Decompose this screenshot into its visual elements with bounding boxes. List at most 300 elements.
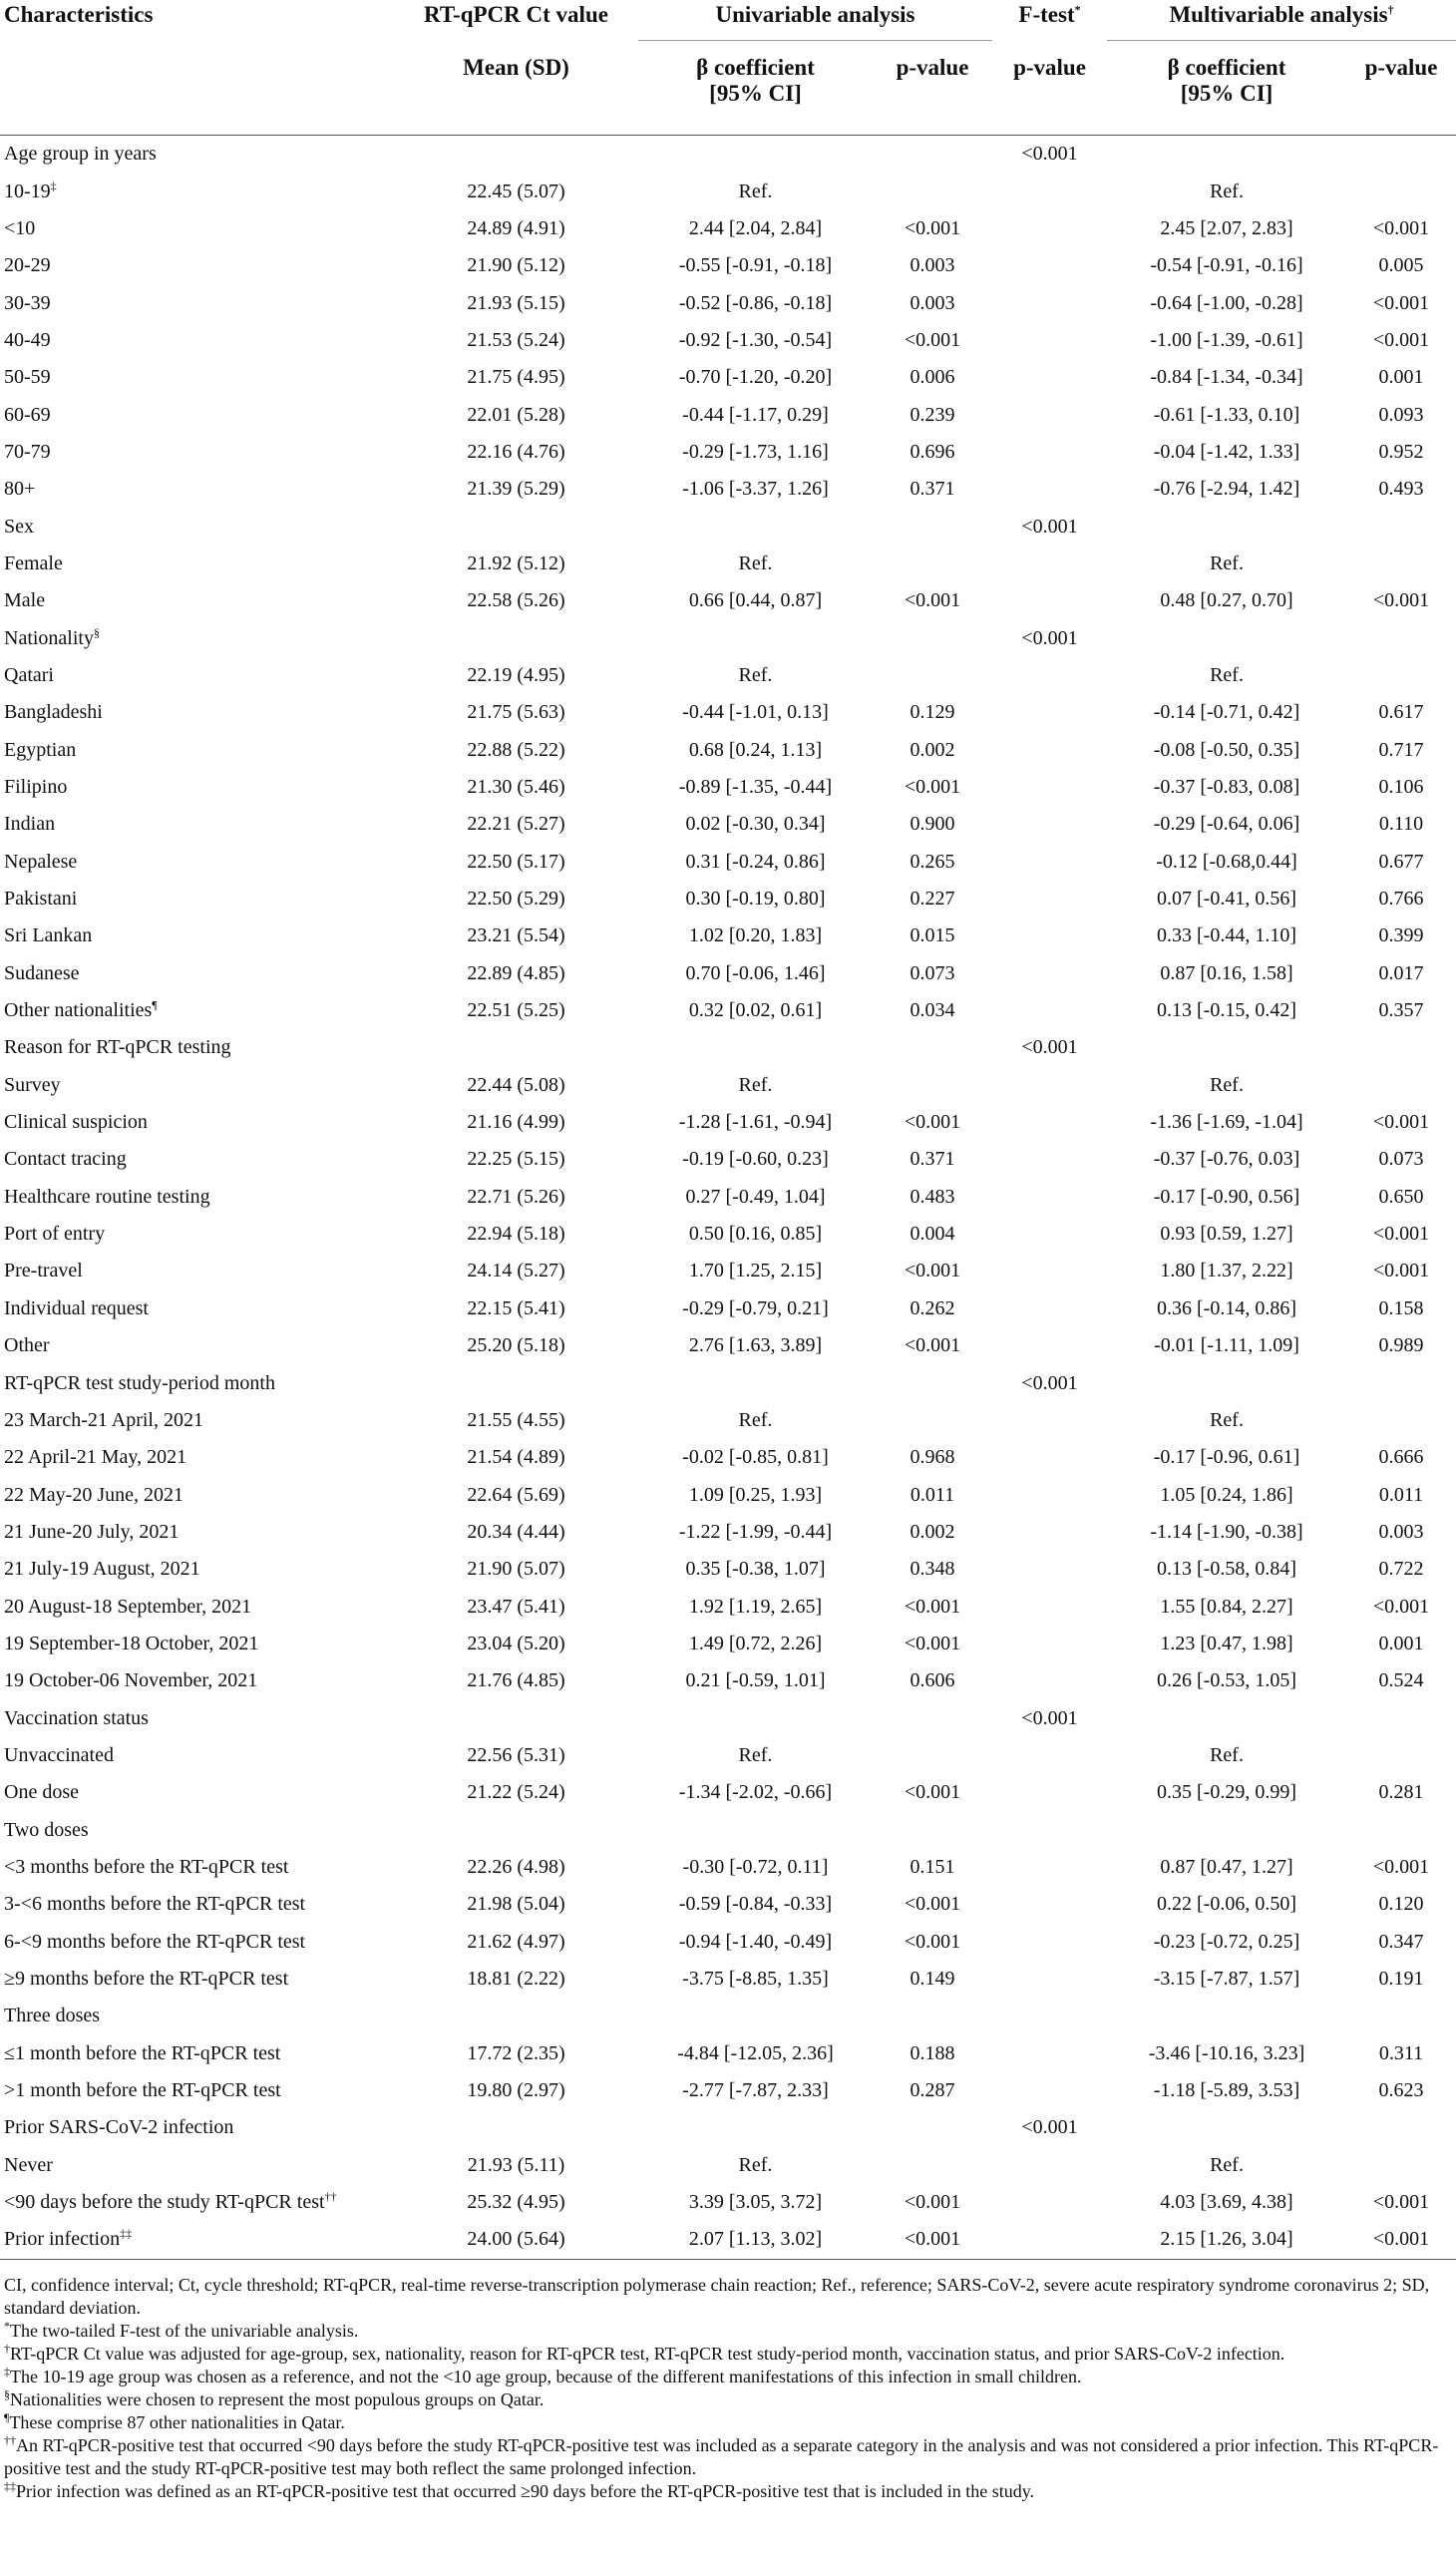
cell-pvalue-text: 0.015 bbox=[910, 924, 955, 947]
cell-characteristic-text: 10-19 bbox=[4, 180, 51, 202]
table-row bbox=[0, 508, 1456, 545]
cell-mean-sd-text: 22.44 (5.08) bbox=[467, 1073, 565, 1096]
cell-beta bbox=[638, 1141, 873, 1178]
header-mbeta-line1: β coefficient bbox=[1167, 55, 1286, 80]
cell-beta bbox=[638, 210, 873, 247]
cell-pvalue bbox=[873, 1811, 992, 1848]
cell-ftest bbox=[992, 434, 1107, 471]
table-row bbox=[0, 1886, 1456, 1923]
cell-pvalue-text: 0.129 bbox=[910, 701, 955, 724]
cell-beta bbox=[638, 1737, 873, 1774]
footnote-text: The 10-19 age group was chosen as a reference, and not the <10 age group, because of the different manifestations of this infection in small children. bbox=[10, 2366, 1082, 2386]
cell-pvalue bbox=[873, 917, 992, 954]
cell-mbeta bbox=[1107, 1402, 1346, 1439]
cell-mbeta-text: -0.12 [-0.68,0.44] bbox=[1156, 850, 1297, 873]
cell-mean-sd bbox=[394, 1476, 638, 1513]
header-mpvalue: p-value bbox=[1364, 55, 1438, 80]
table-row bbox=[0, 1998, 1456, 2034]
cell-characteristic bbox=[0, 1961, 394, 1998]
cell-pvalue-text: 0.006 bbox=[910, 366, 955, 389]
cell-characteristic bbox=[0, 2109, 394, 2146]
cell-beta bbox=[638, 284, 873, 321]
cell-mpvalue-text: 0.766 bbox=[1378, 888, 1424, 911]
cell-mbeta-text: 1.55 [0.84, 2.27] bbox=[1160, 1595, 1293, 1618]
cell-beta-text: Ref. bbox=[738, 180, 773, 202]
cell-pvalue bbox=[873, 1104, 992, 1141]
cell-characteristic bbox=[0, 434, 394, 471]
cell-mpvalue-text: 0.677 bbox=[1378, 850, 1424, 873]
cell-beta-text: 0.50 [0.16, 0.85] bbox=[688, 1223, 823, 1246]
cell-mpvalue-text: 0.717 bbox=[1378, 738, 1424, 761]
cell-mean-sd bbox=[394, 1886, 638, 1923]
cell-mpvalue-text: 0.003 bbox=[1378, 1520, 1424, 1543]
cell-pvalue bbox=[873, 1737, 992, 1774]
cell-mbeta-text: 0.35 [-0.29, 0.99] bbox=[1157, 1781, 1296, 1804]
cell-beta-text: -0.29 [-0.79, 0.21] bbox=[682, 1296, 829, 1319]
cell-pvalue bbox=[873, 322, 992, 359]
cell-pvalue-text: 0.606 bbox=[910, 1669, 955, 1692]
cell-ftest bbox=[992, 546, 1107, 582]
header-beta-line1: β coefficient bbox=[696, 55, 815, 80]
cell-beta-text: 0.30 [-0.19, 0.80] bbox=[685, 888, 826, 911]
cell-mbeta bbox=[1107, 881, 1346, 917]
cell-mbeta-text: 2.45 [2.07, 2.83] bbox=[1160, 216, 1293, 239]
cell-characteristic bbox=[0, 955, 394, 992]
cell-beta-text: 0.31 [-0.24, 0.86] bbox=[685, 850, 826, 873]
table-row bbox=[0, 546, 1456, 582]
cell-mbeta bbox=[1107, 1029, 1346, 1066]
cell-beta-text: 0.27 [-0.49, 1.04] bbox=[685, 1185, 826, 1208]
table-row bbox=[0, 2072, 1456, 2109]
cell-mbeta bbox=[1107, 1327, 1346, 1364]
cell-mpvalue-text: 0.120 bbox=[1378, 1893, 1424, 1916]
cell-beta bbox=[638, 1364, 873, 1401]
cell-ftest bbox=[992, 1811, 1107, 1848]
cell-characteristic-text: Never bbox=[4, 2153, 53, 2176]
cell-characteristic-text: 21 June-20 July, 2021 bbox=[4, 1520, 180, 1543]
cell-mean-sd bbox=[394, 1104, 638, 1141]
table-row bbox=[0, 657, 1456, 694]
cell-characteristic-text: Two doses bbox=[4, 1818, 89, 1841]
cell-beta bbox=[638, 546, 873, 582]
cell-mpvalue bbox=[1346, 1327, 1456, 1364]
cell-ftest-text: <0.001 bbox=[1021, 626, 1078, 649]
cell-ftest bbox=[992, 1402, 1107, 1439]
cell-beta-text: 1.49 [0.72, 2.26] bbox=[688, 1632, 823, 1654]
cell-mean-sd-text: 21.90 (5.12) bbox=[467, 254, 565, 277]
table-row bbox=[0, 1402, 1456, 1439]
cell-ftest bbox=[992, 136, 1107, 174]
footnote-text: The two-tailed F-test of the univariable analysis. bbox=[10, 2320, 359, 2341]
cell-beta bbox=[638, 247, 873, 284]
cell-mpvalue-text: <0.001 bbox=[1372, 1223, 1430, 1246]
cell-characteristic-text: Egyptian bbox=[4, 738, 77, 761]
cell-mbeta-text: 1.23 [0.47, 1.98] bbox=[1160, 1632, 1293, 1654]
cell-pvalue bbox=[873, 1588, 992, 1625]
cell-mbeta-text: -0.37 [-0.83, 0.08] bbox=[1153, 776, 1300, 799]
cell-mbeta-text: 0.36 [-0.14, 0.86] bbox=[1157, 1296, 1296, 1319]
table-body bbox=[0, 136, 1456, 2260]
cell-mpvalue bbox=[1346, 2109, 1456, 2146]
cell-beta-text: 0.35 [-0.38, 1.07] bbox=[685, 1558, 826, 1581]
cell-mpvalue bbox=[1346, 1179, 1456, 1216]
table-row bbox=[0, 1551, 1456, 1588]
cell-pvalue-text: 0.287 bbox=[910, 2079, 955, 2102]
cell-mean-sd-text: 25.32 (4.95) bbox=[467, 2191, 565, 2214]
cell-ftest bbox=[992, 769, 1107, 806]
header-beta bbox=[638, 41, 873, 136]
cell-mpvalue-text: 0.001 bbox=[1378, 366, 1424, 389]
cell-mbeta bbox=[1107, 1141, 1346, 1178]
cell-mbeta-text: 2.15 [1.26, 3.04] bbox=[1160, 2228, 1293, 2251]
cell-beta bbox=[638, 992, 873, 1029]
cell-mbeta-text: -0.17 [-0.90, 0.56] bbox=[1153, 1185, 1300, 1208]
cell-ftest bbox=[992, 1886, 1107, 1923]
cell-mpvalue-text: 0.399 bbox=[1378, 924, 1424, 947]
header-mbeta bbox=[1107, 41, 1346, 136]
cell-mpvalue-text: <0.001 bbox=[1372, 1111, 1430, 1134]
cell-pvalue-text: 0.004 bbox=[910, 1223, 955, 1246]
cell-mean-sd-text: 22.26 (4.98) bbox=[467, 1855, 565, 1878]
footnote-mark: § bbox=[93, 624, 100, 639]
table-row bbox=[0, 359, 1456, 396]
footnote-mark: ‡ bbox=[50, 178, 57, 192]
cell-characteristic-text: Unvaccinated bbox=[4, 1743, 114, 1766]
cell-pvalue-text: 0.262 bbox=[910, 1296, 955, 1319]
cell-beta-text: -1.22 [-1.99, -0.44] bbox=[678, 1520, 833, 1543]
cell-characteristic-text: RT-qPCR test study-period month bbox=[4, 1371, 275, 1394]
cell-characteristic bbox=[0, 508, 394, 545]
cell-mpvalue-text: <0.001 bbox=[1372, 291, 1430, 314]
footnote-mark: † bbox=[4, 2341, 10, 2356]
cell-characteristic bbox=[0, 2184, 394, 2221]
header-blank bbox=[0, 41, 394, 136]
cell-mean-sd bbox=[394, 1029, 638, 1066]
cell-beta-text: -0.52 [-0.86, -0.18] bbox=[678, 291, 833, 314]
cell-mbeta-text: -1.36 [-1.69, -1.04] bbox=[1150, 1111, 1303, 1134]
table-row bbox=[0, 1849, 1456, 1886]
cell-pvalue bbox=[873, 769, 992, 806]
table-row bbox=[0, 992, 1456, 1029]
cell-pvalue bbox=[873, 359, 992, 396]
cell-mean-sd-text: 21.92 (5.12) bbox=[467, 551, 565, 574]
cell-pvalue-text: <0.001 bbox=[904, 1595, 961, 1618]
cell-mean-sd-text: 22.64 (5.69) bbox=[467, 1483, 565, 1506]
cell-mean-sd-text: 24.14 (5.27) bbox=[467, 1260, 565, 1282]
header-beta-line2: [95% CI] bbox=[709, 81, 802, 106]
table-row bbox=[0, 1364, 1456, 1401]
cell-mean-sd bbox=[394, 1924, 638, 1961]
cell-pvalue-text: 0.371 bbox=[910, 1148, 955, 1171]
cell-beta bbox=[638, 1588, 873, 1625]
cell-pvalue bbox=[873, 1067, 992, 1104]
cell-ftest bbox=[992, 359, 1107, 396]
cell-mpvalue-text: 0.001 bbox=[1378, 1632, 1424, 1654]
footnote bbox=[4, 2434, 1452, 2480]
cell-pvalue bbox=[873, 434, 992, 471]
cell-mean-sd-text: 22.56 (5.31) bbox=[467, 1743, 565, 1766]
cell-mpvalue bbox=[1346, 881, 1456, 917]
footnote-text: An RT-qPCR-positive test that occurred <90 days before the study RT-qPCR-positive test was included as a separate category in the analysis and was not considered a prior infection. This RT-qPCR-positive test and the study RT-qPCR-positive test may both reflect the same prolonged infection. bbox=[4, 2434, 1439, 2478]
cell-mbeta-text: -0.64 [-1.00, -0.28] bbox=[1150, 291, 1303, 314]
cell-mean-sd bbox=[394, 1849, 638, 1886]
cell-beta-text: Ref. bbox=[738, 1743, 773, 1766]
table-row bbox=[0, 1439, 1456, 1476]
cell-pvalue bbox=[873, 694, 992, 731]
cell-beta-text: -1.34 [-2.02, -0.66] bbox=[678, 1781, 833, 1804]
cell-mean-sd-text: 21.30 (5.46) bbox=[467, 776, 565, 799]
table-row bbox=[0, 210, 1456, 247]
cell-mean-sd bbox=[394, 694, 638, 731]
cell-mbeta-text: 0.13 [-0.15, 0.42] bbox=[1157, 999, 1296, 1022]
cell-mean-sd-text: 22.71 (5.26) bbox=[467, 1185, 565, 1208]
cell-mpvalue bbox=[1346, 917, 1456, 954]
cell-pvalue-text: 0.265 bbox=[910, 850, 955, 873]
cell-beta-text: Ref. bbox=[738, 663, 773, 686]
cell-characteristic bbox=[0, 1402, 394, 1439]
cell-pvalue bbox=[873, 1253, 992, 1289]
cell-mean-sd bbox=[394, 582, 638, 619]
cell-characteristic-text: Sudanese bbox=[4, 961, 80, 984]
cell-mbeta-text: 4.03 [3.69, 4.38] bbox=[1160, 2191, 1293, 2214]
cell-pvalue bbox=[873, 546, 992, 582]
cell-mpvalue-text: <0.001 bbox=[1372, 216, 1430, 239]
cell-beta-text: 0.32 [0.02, 0.61] bbox=[688, 999, 823, 1022]
cell-characteristic-text: Sri Lankan bbox=[4, 924, 93, 947]
cell-mean-sd bbox=[394, 1179, 638, 1216]
cell-mbeta-text: Ref. bbox=[1210, 551, 1244, 574]
cell-pvalue bbox=[873, 2109, 992, 2146]
header-ftest-mark: * bbox=[1074, 2, 1081, 17]
cell-characteristic-text: 22 April-21 May, 2021 bbox=[4, 1446, 187, 1469]
cell-beta bbox=[638, 732, 873, 769]
cell-mbeta-text: -0.01 [-1.11, 1.09] bbox=[1154, 1334, 1299, 1357]
footnote-mark: ¶ bbox=[4, 2409, 10, 2424]
cell-mean-sd-text: 21.93 (5.15) bbox=[467, 291, 565, 314]
cell-mbeta-text: 0.87 [0.16, 1.58] bbox=[1160, 961, 1293, 984]
cell-mpvalue bbox=[1346, 1626, 1456, 1662]
cell-beta bbox=[638, 471, 873, 508]
cell-mpvalue bbox=[1346, 806, 1456, 843]
table-row bbox=[0, 1216, 1456, 1253]
cell-mpvalue bbox=[1346, 694, 1456, 731]
cell-characteristic bbox=[0, 396, 394, 433]
cell-pvalue bbox=[873, 1699, 992, 1736]
cell-characteristic-text: Survey bbox=[4, 1073, 61, 1096]
cell-mbeta-text: -0.17 [-0.96, 0.61] bbox=[1153, 1446, 1300, 1469]
cell-mpvalue bbox=[1346, 2221, 1456, 2259]
cell-beta bbox=[638, 1699, 873, 1736]
cell-mbeta-text: 0.87 [0.47, 1.27] bbox=[1160, 1855, 1293, 1878]
cell-mpvalue-text: 0.005 bbox=[1378, 254, 1424, 277]
cell-mean-sd bbox=[394, 657, 638, 694]
cell-pvalue-text: <0.001 bbox=[904, 1781, 961, 1804]
cell-mean-sd bbox=[394, 732, 638, 769]
cell-mean-sd bbox=[394, 1439, 638, 1476]
cell-beta-text: Ref. bbox=[738, 1073, 773, 1096]
cell-mean-sd-text: 22.50 (5.17) bbox=[467, 850, 565, 873]
table-row bbox=[0, 2035, 1456, 2072]
cell-mean-sd-text: 25.20 (5.18) bbox=[467, 1334, 565, 1357]
cell-beta-text: 0.70 [-0.06, 1.46] bbox=[685, 961, 826, 984]
cell-beta-text: 1.92 [1.19, 2.65] bbox=[688, 1595, 823, 1618]
table-row bbox=[0, 917, 1456, 954]
cell-mean-sd-text: 22.16 (4.76) bbox=[467, 440, 565, 463]
cell-characteristic-text: <90 days before the study RT-qPCR test bbox=[4, 2191, 325, 2214]
cell-pvalue bbox=[873, 471, 992, 508]
cell-ftest bbox=[992, 1067, 1107, 1104]
cell-mpvalue bbox=[1346, 657, 1456, 694]
cell-beta-text: -0.55 [-0.91, -0.18] bbox=[678, 254, 833, 277]
cell-mpvalue bbox=[1346, 2072, 1456, 2109]
cell-mpvalue bbox=[1346, 619, 1456, 656]
cell-characteristic-text: Age group in years bbox=[4, 143, 157, 166]
cell-pvalue bbox=[873, 1364, 992, 1401]
cell-mpvalue-text: 0.524 bbox=[1378, 1669, 1424, 1692]
cell-characteristic-text: ≥9 months before the RT-qPCR test bbox=[4, 1968, 289, 1991]
table-row bbox=[0, 1699, 1456, 1736]
cell-pvalue-text: 0.188 bbox=[910, 2041, 955, 2064]
table-row bbox=[0, 136, 1456, 174]
cell-pvalue bbox=[873, 806, 992, 843]
cell-characteristic bbox=[0, 1104, 394, 1141]
cell-mpvalue-text: 0.952 bbox=[1378, 440, 1424, 463]
cell-characteristic-text: 6-<9 months before the RT-qPCR test bbox=[4, 1930, 306, 1953]
cell-mean-sd-text: 22.01 (5.28) bbox=[467, 403, 565, 426]
cell-beta bbox=[638, 1924, 873, 1961]
cell-ftest bbox=[992, 396, 1107, 433]
cell-ftest bbox=[992, 582, 1107, 619]
cell-pvalue-text: 0.034 bbox=[910, 999, 955, 1022]
cell-beta bbox=[638, 1662, 873, 1699]
footnote bbox=[4, 2480, 1452, 2503]
cell-beta-text: -0.44 [-1.01, 0.13] bbox=[682, 701, 829, 724]
table-row bbox=[0, 582, 1456, 619]
cell-mbeta bbox=[1107, 1626, 1346, 1662]
cell-mpvalue bbox=[1346, 1141, 1456, 1178]
cell-ftest bbox=[992, 619, 1107, 656]
cell-mean-sd bbox=[394, 284, 638, 321]
cell-beta-text: -0.19 [-0.60, 0.23] bbox=[682, 1148, 829, 1171]
cell-mbeta bbox=[1107, 955, 1346, 992]
footnote-mark: ¶ bbox=[152, 997, 158, 1012]
cell-characteristic bbox=[0, 1029, 394, 1066]
cell-mbeta bbox=[1107, 806, 1346, 843]
cell-pvalue bbox=[873, 732, 992, 769]
cell-beta-text: -0.29 [-1.73, 1.16] bbox=[682, 440, 829, 463]
cell-pvalue-text: 0.011 bbox=[910, 1483, 955, 1506]
cell-mpvalue bbox=[1346, 1662, 1456, 1699]
cell-pvalue-text: 0.239 bbox=[910, 403, 955, 426]
cell-mpvalue bbox=[1346, 732, 1456, 769]
cell-beta bbox=[638, 2221, 873, 2259]
footnote bbox=[4, 2388, 1452, 2411]
cell-characteristic-text: Male bbox=[4, 589, 46, 612]
table-row bbox=[0, 1924, 1456, 1961]
cell-beta-text: -3.75 [-8.85, 1.35] bbox=[682, 1968, 829, 1991]
table-row bbox=[0, 2109, 1456, 2146]
cell-pvalue-text: 0.227 bbox=[910, 888, 955, 911]
cell-pvalue-text: 0.151 bbox=[910, 1855, 955, 1878]
cell-ftest bbox=[992, 881, 1107, 917]
cell-mean-sd bbox=[394, 1811, 638, 1848]
cell-pvalue bbox=[873, 619, 992, 656]
cell-pvalue-text: <0.001 bbox=[904, 2228, 961, 2251]
cell-ftest bbox=[992, 2184, 1107, 2221]
cell-ftest bbox=[992, 1327, 1107, 1364]
cell-beta bbox=[638, 1476, 873, 1513]
cell-mpvalue bbox=[1346, 1774, 1456, 1811]
cell-beta bbox=[638, 1514, 873, 1551]
cell-pvalue bbox=[873, 2035, 992, 2072]
cell-mbeta bbox=[1107, 136, 1346, 174]
cell-mbeta bbox=[1107, 434, 1346, 471]
cell-ftest bbox=[992, 2109, 1107, 2146]
table-row bbox=[0, 284, 1456, 321]
cell-mean-sd bbox=[394, 1588, 638, 1625]
cell-ftest bbox=[992, 322, 1107, 359]
cell-mean-sd bbox=[394, 396, 638, 433]
cell-beta-text: -2.77 [-7.87, 2.33] bbox=[682, 2079, 829, 2102]
table-row bbox=[0, 322, 1456, 359]
cell-mpvalue bbox=[1346, 582, 1456, 619]
cell-pvalue bbox=[873, 173, 992, 209]
cell-characteristic-text: 20 August-18 September, 2021 bbox=[4, 1595, 252, 1618]
cell-mbeta-text: -0.61 [-1.33, 0.10] bbox=[1153, 403, 1300, 426]
cell-mbeta-text: -0.14 [-0.71, 0.42] bbox=[1153, 701, 1300, 724]
cell-mpvalue bbox=[1346, 1364, 1456, 1401]
cell-ftest bbox=[992, 1998, 1107, 2034]
cell-beta bbox=[638, 2035, 873, 2072]
cell-characteristic-text: Three doses bbox=[4, 2005, 101, 2027]
cell-ftest bbox=[992, 2072, 1107, 2109]
cell-characteristic-text: Reason for RT-qPCR testing bbox=[4, 1036, 231, 1059]
table-row bbox=[0, 2221, 1456, 2259]
cell-beta bbox=[638, 769, 873, 806]
cell-pvalue bbox=[873, 1141, 992, 1178]
cell-characteristic bbox=[0, 1774, 394, 1811]
cell-mbeta-text: -0.76 [-2.94, 1.42] bbox=[1153, 478, 1300, 501]
cell-mbeta bbox=[1107, 917, 1346, 954]
cell-mpvalue-text: 0.989 bbox=[1378, 1334, 1424, 1357]
cell-mean-sd bbox=[394, 992, 638, 1029]
cell-ftest-text: <0.001 bbox=[1021, 2116, 1078, 2139]
footnote-mark: ‡‡ bbox=[120, 2226, 133, 2241]
header-pvalue: p-value bbox=[896, 55, 969, 80]
cell-pvalue bbox=[873, 1327, 992, 1364]
footnote-abbreviations: CI, confidence interval; Ct, cycle threshold; RT-qPCR, real-time reverse-transcription polymerase chain reaction; Ref., reference; SARS-CoV-2, severe acute respiratory syndrome coronavirus 2; SD, standard deviation. bbox=[4, 2274, 1430, 2318]
cell-mean-sd-text: 21.53 (5.24) bbox=[467, 328, 565, 351]
cell-mbeta bbox=[1107, 732, 1346, 769]
cell-beta-text: -1.06 [-3.37, 1.26] bbox=[682, 478, 829, 501]
cell-pvalue bbox=[873, 396, 992, 433]
cell-pvalue bbox=[873, 881, 992, 917]
cell-mean-sd bbox=[394, 173, 638, 209]
table-row bbox=[0, 881, 1456, 917]
cell-mean-sd bbox=[394, 471, 638, 508]
cell-mbeta bbox=[1107, 1588, 1346, 1625]
cell-mpvalue-text: 0.347 bbox=[1378, 1930, 1424, 1953]
cell-beta bbox=[638, 1290, 873, 1327]
cell-mpvalue bbox=[1346, 1737, 1456, 1774]
cell-characteristic-text: Port of entry bbox=[4, 1223, 106, 1246]
cell-ftest bbox=[992, 284, 1107, 321]
cell-mbeta-text: 0.26 [-0.53, 1.05] bbox=[1157, 1669, 1296, 1692]
cell-mean-sd-text: 21.90 (5.07) bbox=[467, 1558, 565, 1581]
cell-pvalue bbox=[873, 1402, 992, 1439]
cell-pvalue-text: 0.483 bbox=[910, 1185, 955, 1208]
footnote-text: RT-qPCR Ct value was adjusted for age-group, sex, nationality, reason for RT-qPCR test, RT-qPCR test study-period month, vaccination status, and prior SARS-CoV-2 infection. bbox=[10, 2343, 1285, 2364]
